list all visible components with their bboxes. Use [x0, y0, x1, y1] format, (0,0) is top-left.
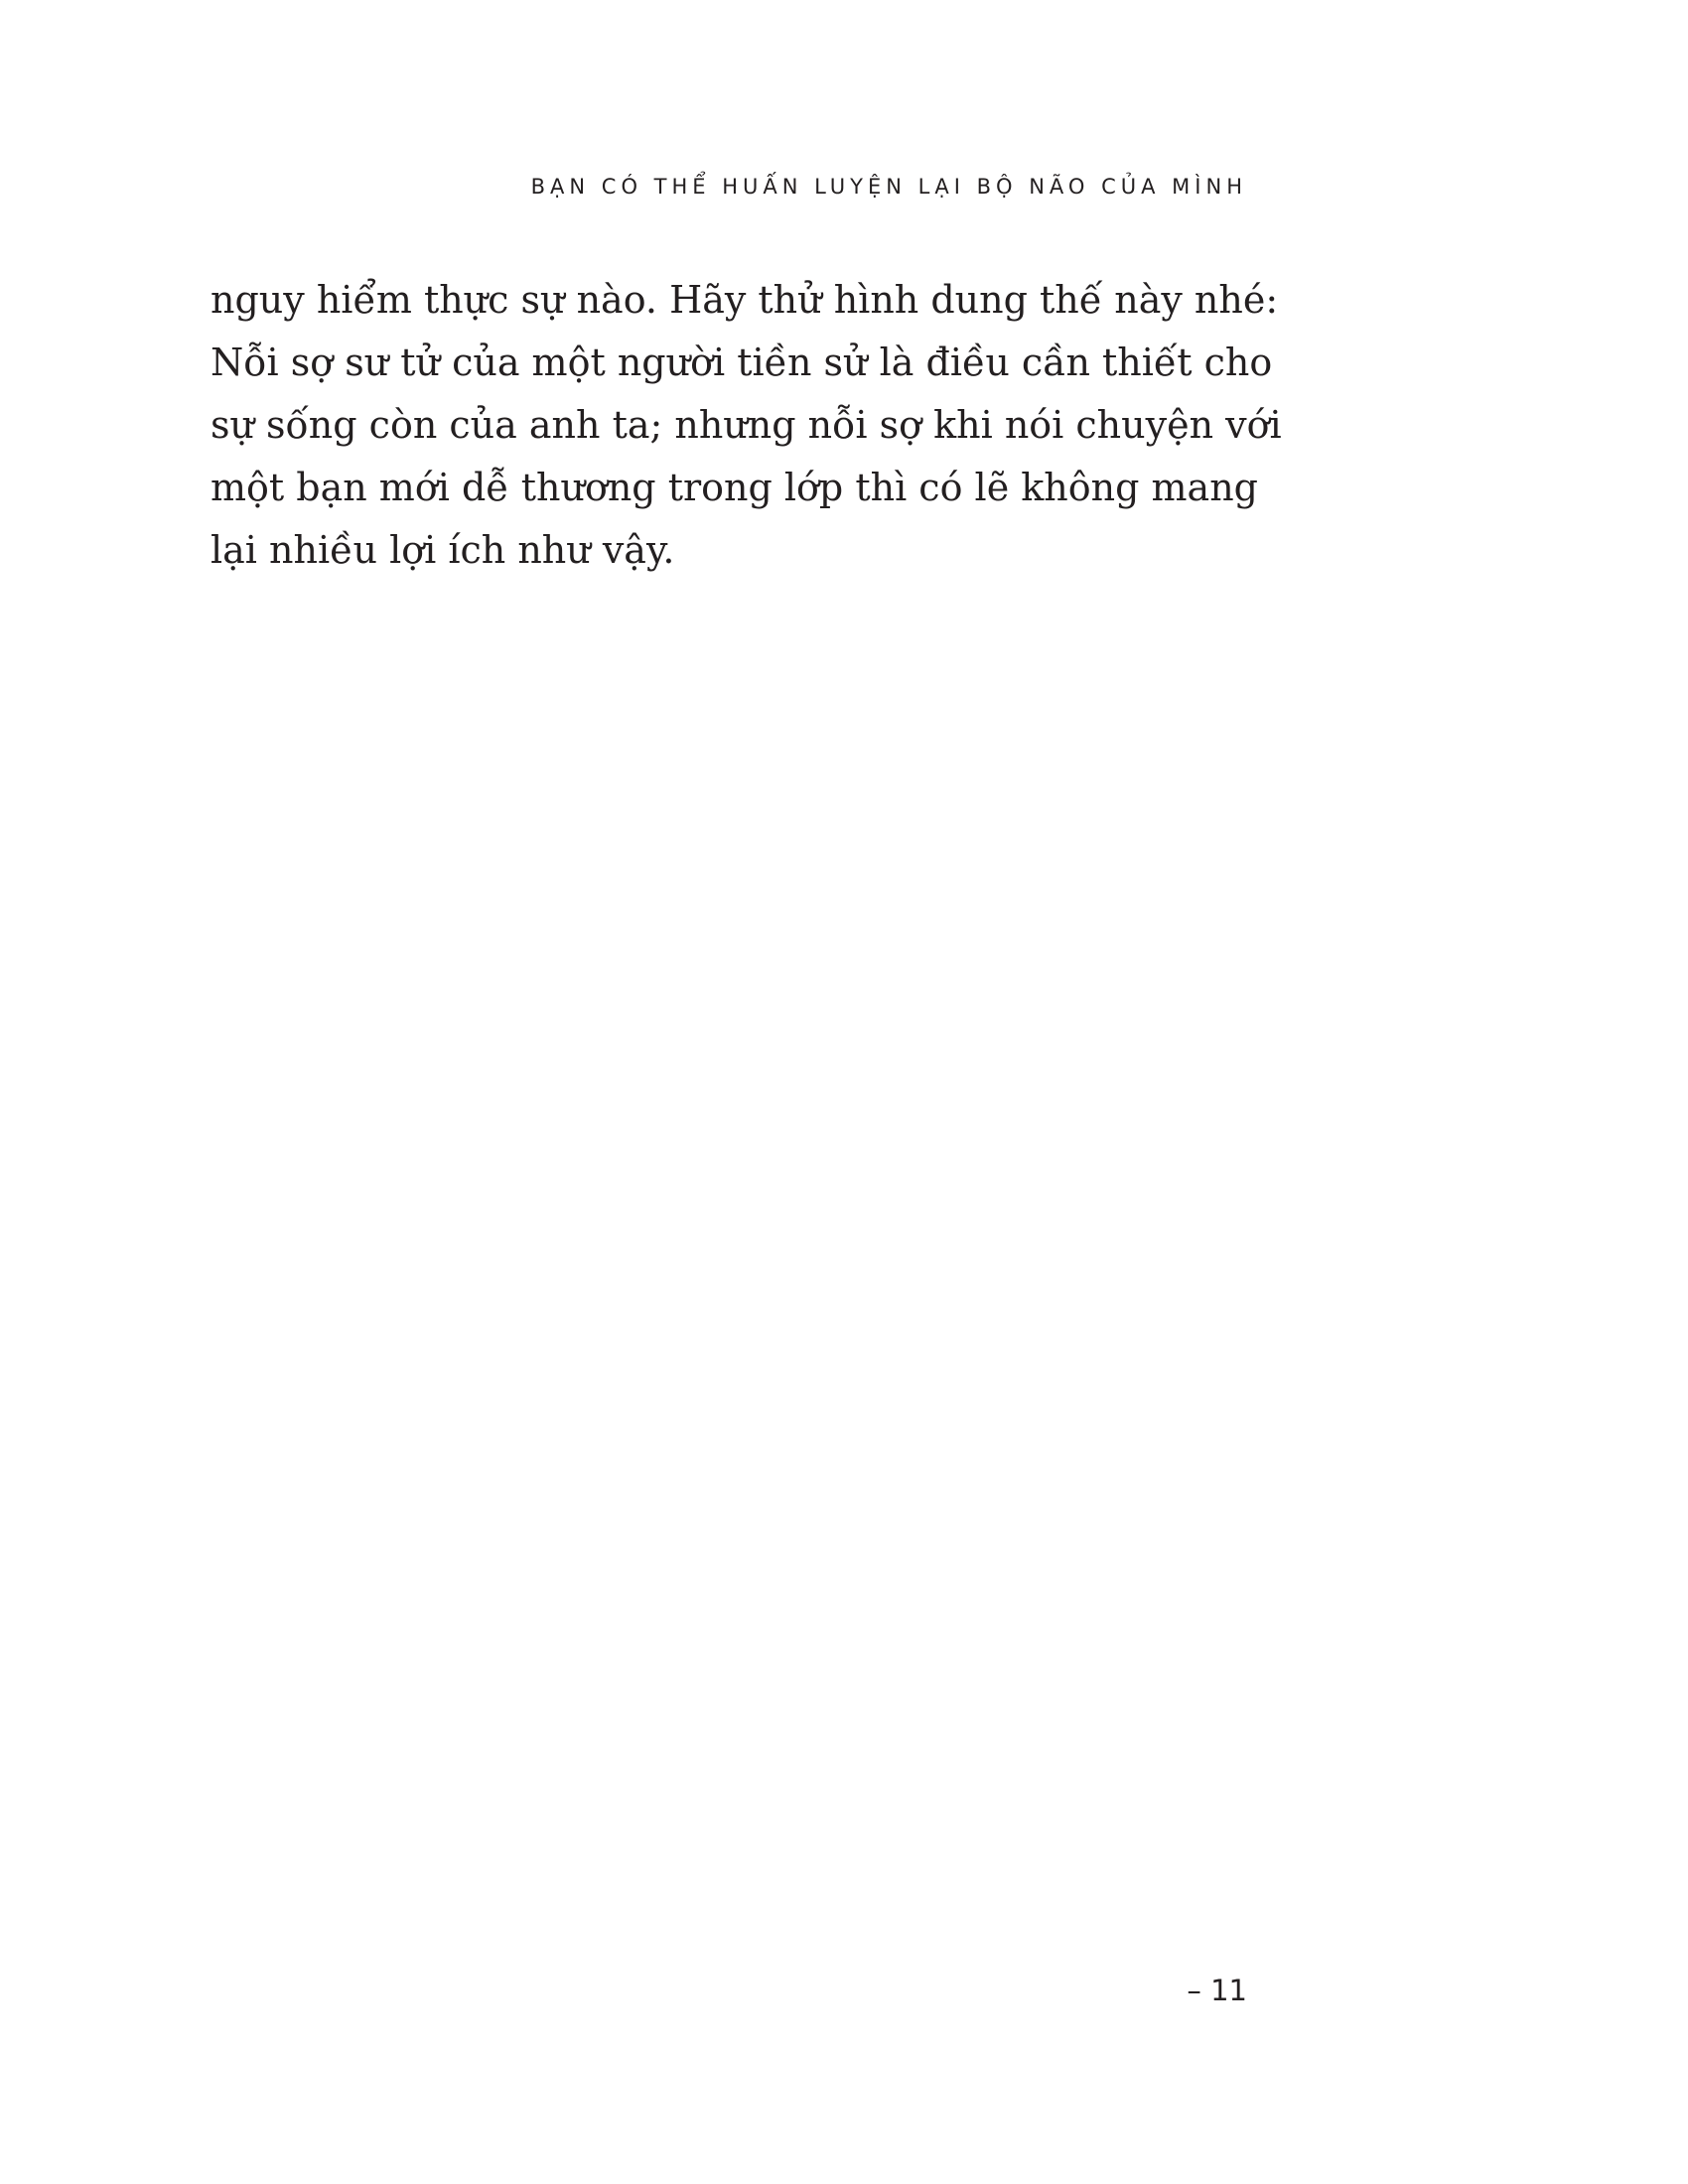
body-line: một bạn mới dễ thương trong lớp thì có lẽ không mang	[211, 466, 1259, 509]
body-line: sự sống còn của anh ta; nhưng nỗi sợ khi nói chuyện với	[211, 403, 1282, 447]
body-line: nguy hiểm thực sự nào. Hãy thử hình dung thế này nhé:	[211, 278, 1279, 322]
running-header: BẠN CÓ THỂ HUẤN LUYỆN LẠI BỘ NÃO CỦA MÌNH	[530, 175, 1247, 199]
body-line: lại nhiều lợi ích như vậy.	[211, 528, 675, 572]
page-number: – 11	[1187, 1974, 1247, 2007]
body-paragraph	[211, 269, 1282, 582]
body-line: Nỗi sợ sư tử của một người tiền sử là điều cần thiết cho	[211, 341, 1273, 384]
